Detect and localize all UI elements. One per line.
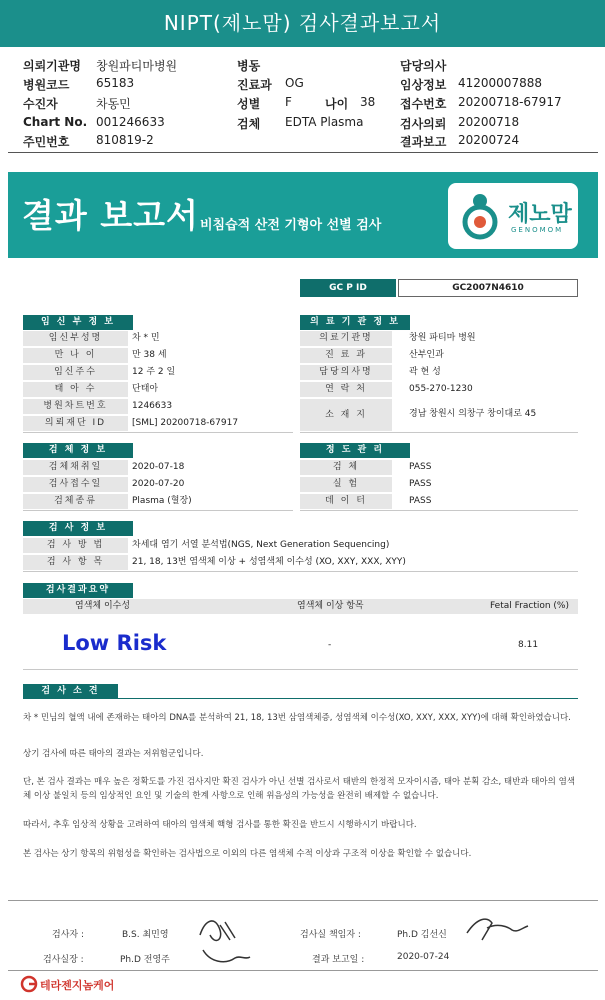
- patient-label: 임신주수: [23, 365, 128, 380]
- institution-label: 진 료 과: [300, 348, 392, 363]
- header-value: EDTA Plasma: [285, 115, 364, 129]
- institution-label: 의료기관명: [300, 331, 392, 346]
- banner-subtitle: 비침습적 산전 기형아 선별 검사: [200, 218, 382, 233]
- institution-value: 055-270-1230: [409, 384, 473, 394]
- abnormal-item-value: -: [328, 640, 332, 650]
- terragen-logo-icon: [20, 975, 38, 993]
- header-label: 의뢰기관명: [23, 59, 81, 73]
- divider: [23, 510, 293, 511]
- header-label: 병동: [237, 59, 261, 73]
- summary-header: 염색체 이상 항목: [297, 601, 364, 611]
- specimen-label: 검체종류: [23, 494, 128, 509]
- divider: [23, 571, 578, 572]
- patient-label: 임신부성명: [23, 331, 128, 346]
- summary-section-title: 검사결과요약: [23, 583, 133, 598]
- institution-value: 산부인과: [409, 350, 444, 360]
- qc-label: 데 이 터: [300, 494, 392, 509]
- divider: [23, 432, 293, 433]
- director-label: 검사실장 :: [43, 955, 84, 965]
- test-label: 검 사 항 목: [23, 555, 128, 570]
- specimen-label: 검사접수일: [23, 477, 128, 492]
- qc-value: PASS: [409, 479, 432, 489]
- institution-label: 담당의사명: [300, 365, 392, 380]
- patient-label: 태 아 수: [23, 382, 128, 397]
- header-value: 차동민: [96, 97, 131, 111]
- test-section-title: 검 사 정 보: [23, 521, 133, 536]
- institution-value: 창원 파티마 병원: [409, 333, 476, 343]
- header-label: 성별: [237, 97, 261, 111]
- qc-section-title: 정 도 관 리: [300, 443, 410, 458]
- header-label: 진료과: [237, 78, 272, 92]
- specimen-value: 2020-07-18: [132, 462, 185, 472]
- banner-title: 결과 보고서: [22, 196, 199, 235]
- header-value: 20200718-67917: [458, 95, 562, 109]
- findings-paragraph: 본 검사는 상기 항목의 위험성을 확인하는 검사법으로 이외의 다른 염색체 수적 이상과 구조적 이상을 확인할 수 없습니다.: [23, 849, 472, 859]
- patient-value: 만 38 세: [132, 350, 167, 360]
- specimen-section-title: 검 체 정 보: [23, 443, 133, 458]
- header-value: F: [285, 95, 292, 109]
- qc-label: 검 체: [300, 460, 392, 475]
- institution-section-title: 의 료 기 관 정 보: [300, 315, 410, 330]
- institution-value: 경남 창원시 의창구 창이대로 45: [409, 409, 537, 419]
- header-value: 810819-2: [96, 133, 154, 147]
- qc-value: PASS: [409, 496, 432, 506]
- header-value: 65183: [96, 76, 135, 90]
- header-label: 주민번호: [23, 135, 70, 149]
- signature-image: [195, 910, 255, 970]
- qc-label: 실 험: [300, 477, 392, 492]
- header-value: 001246633: [96, 115, 165, 129]
- header-value: 20200724: [458, 133, 520, 147]
- patient-label: 병원차트번호: [23, 399, 128, 414]
- test-value: 21, 18, 13번 염색체 이상 + 성염색체 이수성 (XO, XXY, XXX, XYY): [132, 557, 406, 567]
- patient-section-title: 임 신 부 정 보: [23, 315, 133, 330]
- patient-value: 1246633: [132, 401, 173, 411]
- header-label: 접수번호: [400, 97, 447, 111]
- responsible-name: Ph.D 김선신: [397, 930, 447, 940]
- divider: [23, 669, 578, 670]
- qc-value: PASS: [409, 462, 432, 472]
- fetal-fraction-value: 8.11: [518, 640, 539, 650]
- specimen-label: 검체채취일: [23, 460, 128, 475]
- gcp-id-label: GC P ID: [300, 279, 396, 297]
- signature-image: [462, 908, 532, 948]
- test-label: 검 사 방 법: [23, 538, 128, 553]
- header-label: 검체: [237, 117, 261, 131]
- page-title: NIPT(제노맘) 검사결과보고서: [0, 0, 605, 47]
- institution-value: 곽 현 성: [409, 367, 441, 377]
- specimen-value: Plasma (혈장): [132, 496, 192, 506]
- specimen-value: 2020-07-20: [132, 479, 185, 489]
- header-label: 담당의사: [400, 59, 447, 73]
- patient-value: 12 주 2 일: [132, 367, 176, 377]
- findings-paragraph: 따라서, 추후 임상적 상황을 고려하여 태아의 염색체 핵형 검사를 통한 확진을 반드시 시행하시기 바랍니다.: [23, 820, 417, 830]
- findings-paragraph: 단, 본 검사 결과는 매우 높은 정확도를 가진 검사지만 확진 검사가 아닌 선별 검사로서 태반의 한정적 모자이시즘, 태아 분획 감소, 태반과 태아의 염색체 이상 불일치 등의 임상적인 요인 및 기술의 한계 사항으로 인해 위음성의 가능성을 완전히 배제할 수 없습니다.: [23, 777, 576, 801]
- institution-label: 연 락 처: [300, 382, 392, 397]
- summary-header: Fetal Fraction (%): [490, 601, 569, 611]
- gcp-id-value: GC2007N4610: [398, 279, 578, 297]
- company-name: 테라젠지놈케어: [40, 979, 115, 992]
- institution-label: 소 재 지: [300, 399, 392, 431]
- header-label: 병원코드: [23, 78, 70, 92]
- risk-result: Low Risk: [62, 631, 167, 655]
- test-value: 차세대 염기 서열 분석법(NGS, Next Generation Sequencing): [132, 540, 390, 550]
- report-date: 2020-07-24: [397, 952, 450, 962]
- header-label: Chart No.: [23, 115, 88, 129]
- footer-divider: [8, 970, 598, 971]
- header-label: 나이: [325, 97, 349, 111]
- header-label: 검사의뢰: [400, 117, 447, 131]
- tester-label: 검사자 :: [52, 930, 84, 940]
- logo-text: 제노맘: [508, 202, 572, 227]
- header-label: 결과보고: [400, 135, 447, 149]
- genomom-logo-icon: [458, 192, 502, 240]
- header-divider: [8, 152, 598, 153]
- header-label: 임상정보: [400, 78, 447, 92]
- header-value: 41200007888: [458, 76, 542, 90]
- responsible-label: 검사실 책임자 :: [300, 930, 361, 940]
- director-name: Ph.D 전영주: [120, 955, 170, 965]
- findings-underline: [118, 698, 578, 699]
- report-date-label: 결과 보고일 :: [312, 955, 365, 965]
- summary-header: 염색체 이수성: [75, 601, 131, 611]
- patient-value: [SML] 20200718-67917: [132, 418, 239, 428]
- divider: [300, 432, 578, 433]
- divider: [300, 510, 578, 511]
- findings-paragraph: 차 * 민님의 혈액 내에 존재하는 태아의 DNA를 분석하여 21, 18, 13번 삼염색체증, 성염색체 이수성(XO, XXY, XXX, XYY)에 대해 확인하였습니다.: [23, 713, 571, 723]
- logo-subtext: GENOMOM: [511, 226, 564, 234]
- patient-label: 의뢰재단 ID: [23, 416, 128, 431]
- findings-paragraph: 상기 검사에 따른 태아의 결과는 저위험군입니다.: [23, 749, 204, 759]
- signature-divider: [8, 900, 598, 901]
- header-value: 38: [360, 95, 376, 109]
- header-value: OG: [285, 76, 304, 90]
- patient-value: 단태아: [132, 384, 159, 394]
- patient-label: 만 나 이: [23, 348, 128, 363]
- tester-name: B.S. 최민영: [122, 930, 169, 940]
- findings-section-title: 검 사 소 견: [23, 684, 118, 699]
- patient-value: 차 * 민: [132, 333, 160, 343]
- header-value: 20200718: [458, 115, 520, 129]
- header-label: 수진자: [23, 97, 58, 111]
- header-value: 창원파티마병원: [96, 59, 178, 73]
